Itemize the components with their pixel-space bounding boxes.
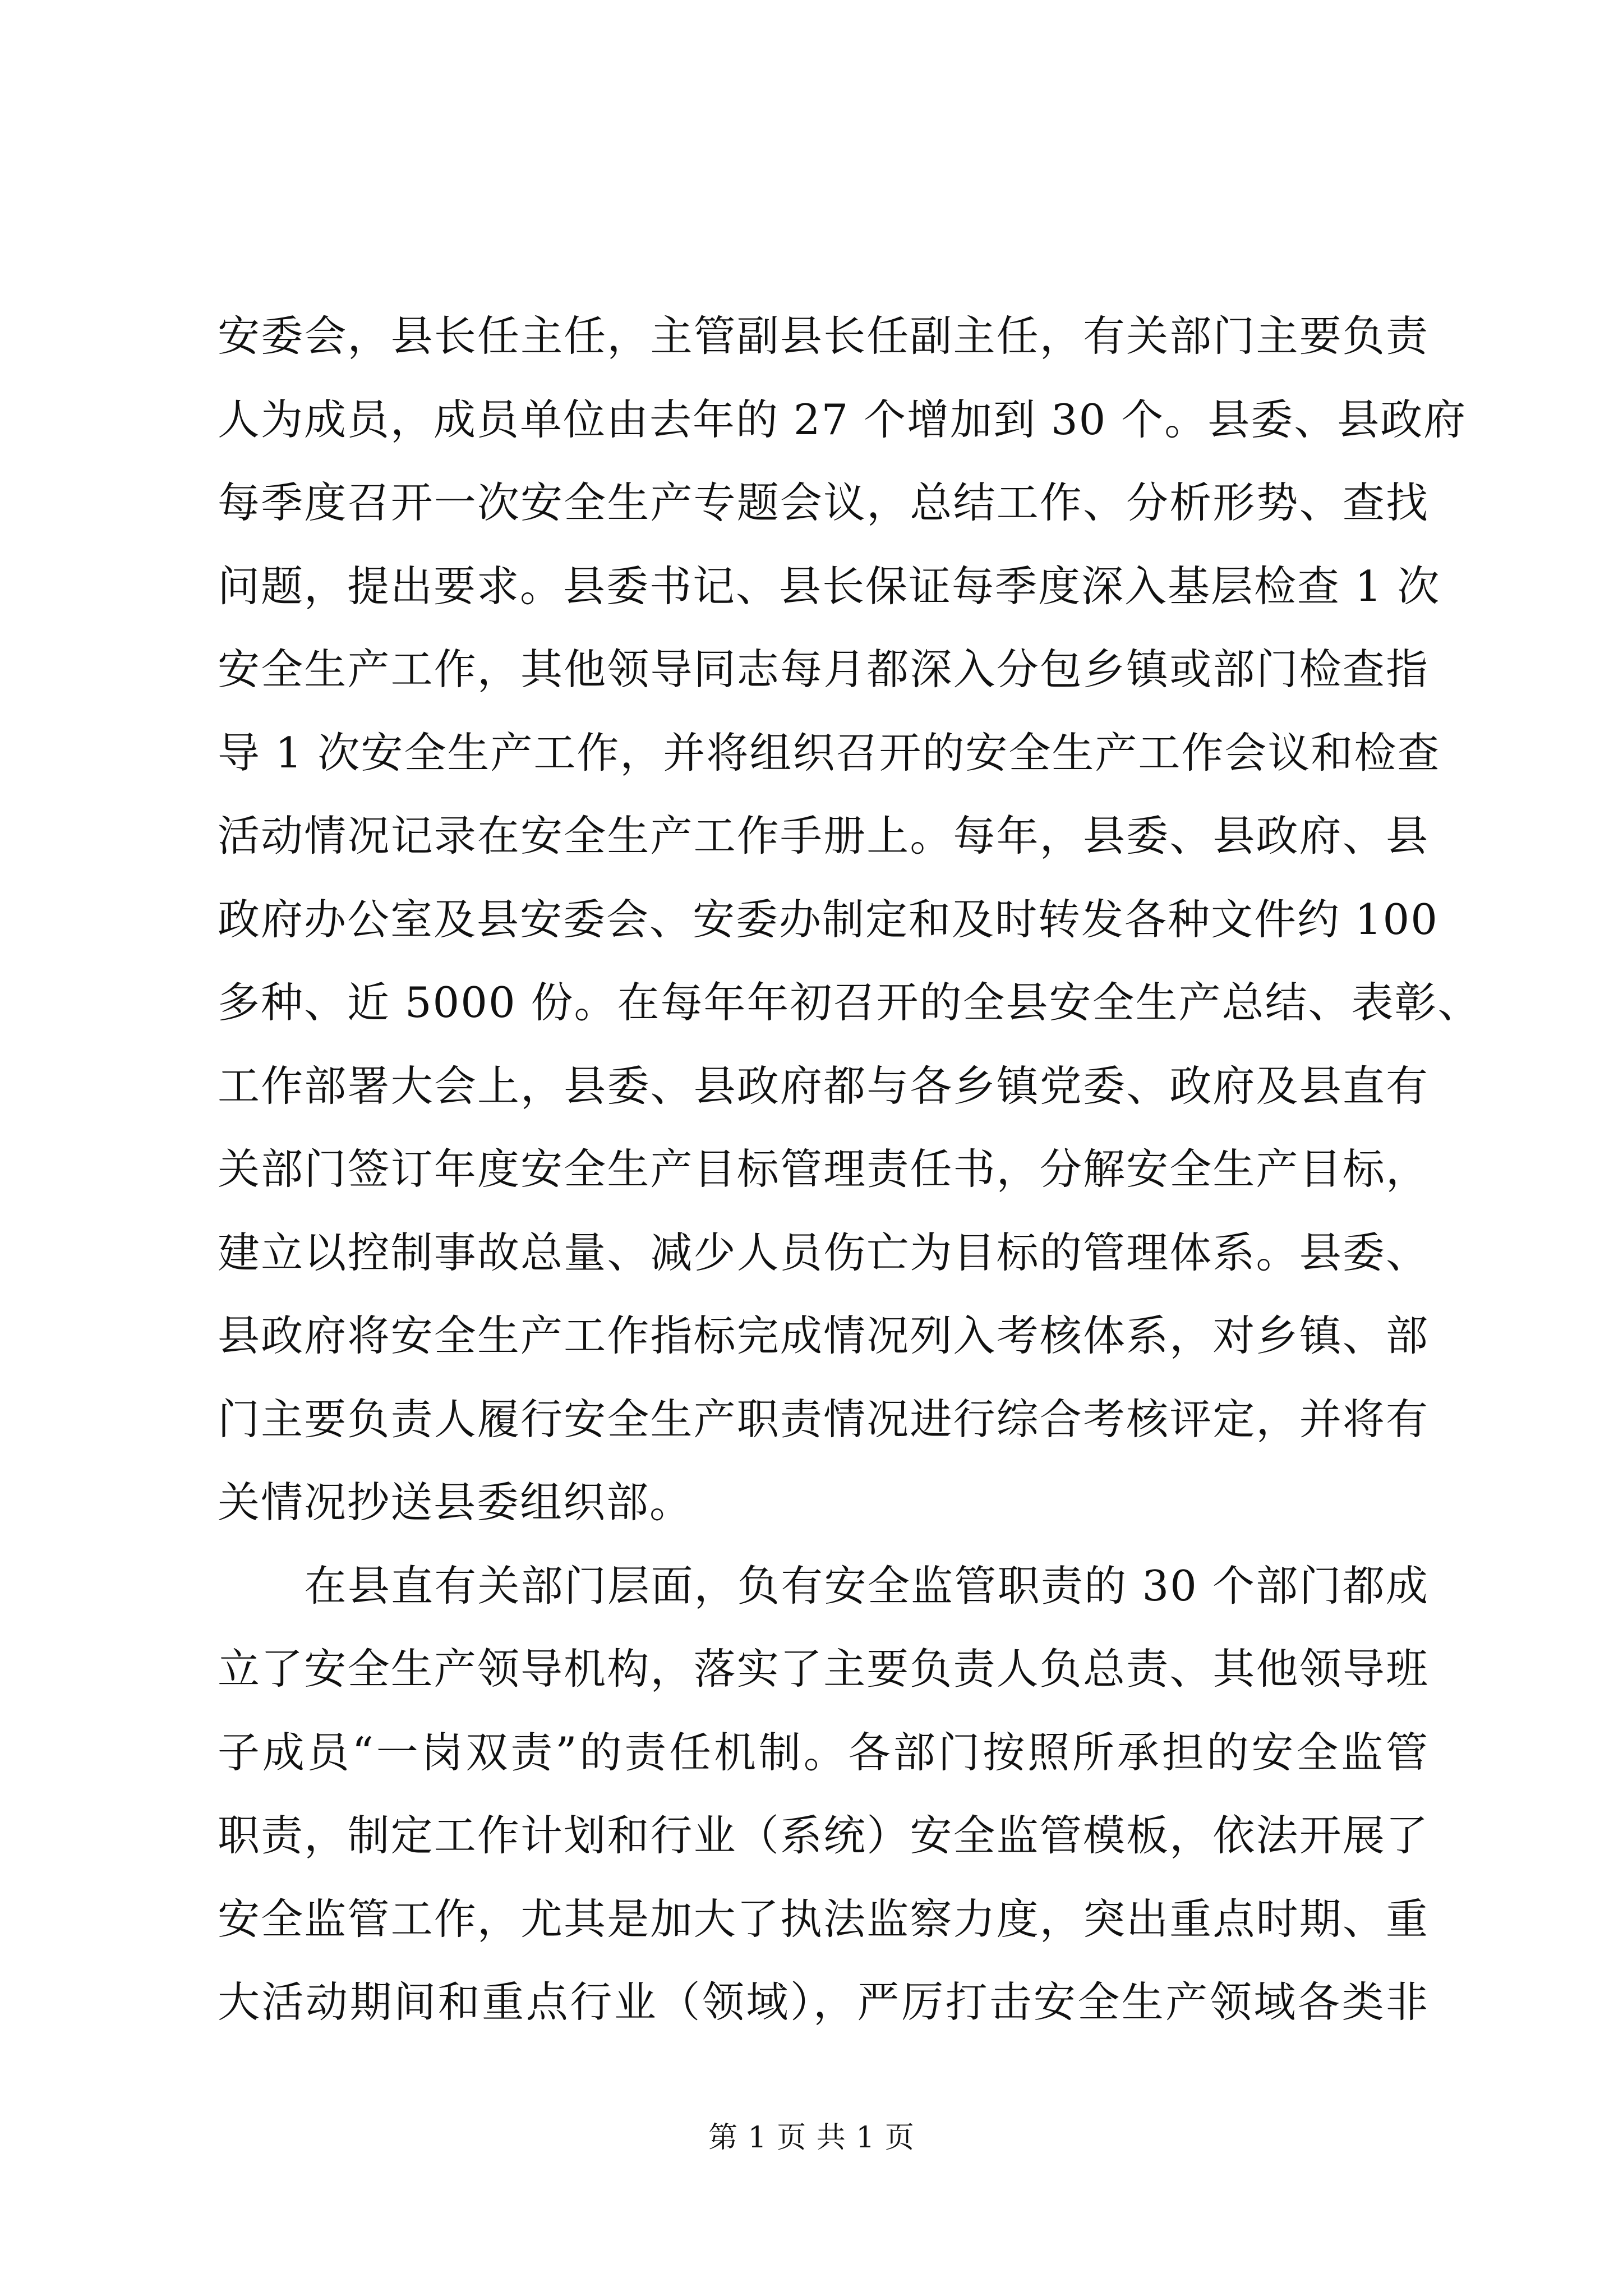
text-line: 子成员“一岗双责”的责任机制。各部门按照所承担的安全监管 [218,1727,1429,1777]
text-line: 人为成员，成员单位由去年的 27 个增加到 30 个。县委、县政府 [218,394,1467,444]
text-line: 安委会，县长任主任，主管副县长任副主任，有关部门主要负责 [218,311,1429,361]
text-line: 门主要负责人履行安全生产职责情况进行综合考核评定，并将有 [218,1394,1429,1444]
paragraph-1 [218,295,1481,1544]
text-line: 关部门签订年度安全生产目标管理责任书，分解安全生产目标， [218,1144,1429,1194]
text-line: 安全生产工作，其他领导同志每月都深入分包乡镇或部门检查指 [218,645,1429,694]
paragraph-2 [218,1544,1429,2044]
text-line: 每季度召开一次安全生产专题会议，总结工作、分析形势、查找 [218,478,1429,527]
text-line: 安全监管工作，尤其是加大了执法监察力度，突出重点时期、重 [218,1894,1429,1944]
text-line: 问题，提出要求。县委书记、县长保证每季度深入基层检查 1 次 [218,561,1441,611]
text-line: 工作部署大会上，县委、县政府都与各乡镇党委、政府及县直有 [218,1061,1429,1111]
text-line: 职责，制定工作计划和行业（系统）安全监管模板，依法开展了 [218,1811,1429,1860]
text-line: 导 1 次安全生产工作，并将组织召开的安全生产工作会议和检查 [218,728,1441,777]
page-footer: 第 1 页 共 1 页 [708,2121,915,2155]
text-line: 多种、近 5000 份。在每年年初召开的全县安全生产总结、表彰、 [218,978,1481,1027]
text-line: 在县直有关部门层面，负有安全监管职责的 30 个部门都成 [218,1561,1429,1611]
text-line: 立了安全生产领导机构，落实了主要负责人负总责、其他领导班 [218,1644,1429,1694]
text-line: 政府办公室及县安委会、安委办制定和及时转发各种文件约 100 [218,894,1438,944]
text-line: 关情况抄送县委组织部。 [218,1478,693,1527]
text-line: 大活动期间和重点行业（领域），严厉打击安全生产领域各类非 [218,1977,1429,2027]
text-line: 县政府将安全生产工作指标完成情况列入考核体系，对乡镇、部 [218,1311,1429,1360]
document-body [218,295,1481,2044]
text-line: 活动情况记录在安全生产工作手册上。每年，县委、县政府、县 [218,811,1429,861]
text-line: 建立以控制事故总量、减少人员伤亡为目标的管理体系。县委、 [218,1227,1429,1277]
